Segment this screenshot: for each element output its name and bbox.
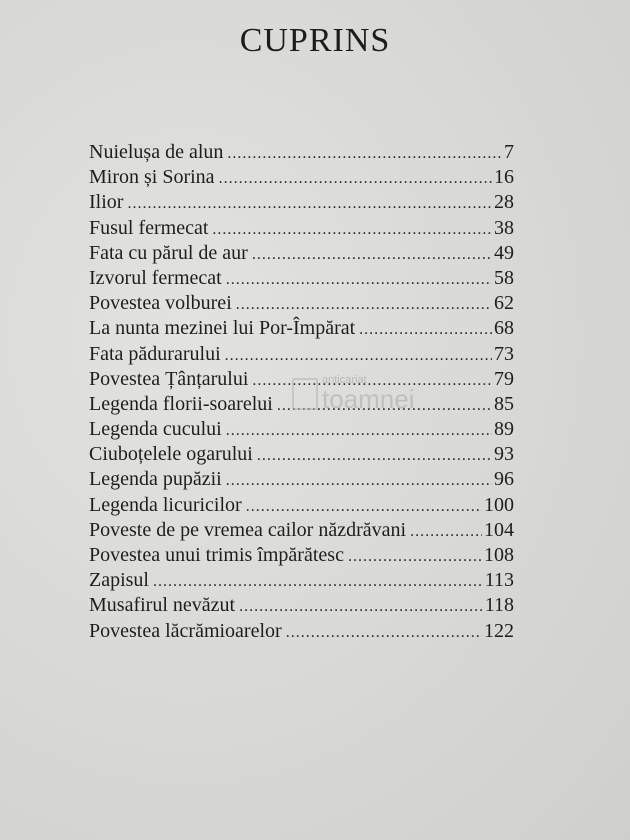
toc-entry-page: 89	[494, 418, 514, 441]
toc-entry-page: 122	[484, 619, 514, 642]
toc-entry-title: Legenda licuricilor	[89, 493, 242, 516]
toc-entry	[89, 518, 514, 543]
toc-entry	[89, 442, 514, 467]
toc-leader-dots	[236, 292, 492, 317]
toc-entry-page: 7	[504, 141, 514, 163]
toc-leader-dots	[127, 191, 492, 216]
watermark	[292, 372, 442, 424]
toc-entry-page: 73	[494, 342, 514, 365]
toc-entry	[89, 568, 514, 593]
toc-entry-page: 100	[484, 493, 514, 516]
toc-entry-title: Povestea volburei	[89, 292, 232, 315]
toc-entry	[89, 140, 514, 165]
toc-entry	[89, 266, 514, 291]
toc-entry-page: 113	[484, 569, 514, 592]
toc-leader-dots	[225, 343, 492, 368]
toc-entry-title: Povestea Țânțarului	[89, 367, 249, 390]
toc-entry	[89, 543, 514, 568]
watermark-big-text: toamnei	[322, 384, 415, 414]
toc-leader-dots	[286, 620, 482, 645]
toc-leader-dots	[219, 166, 492, 191]
toc-entry-title: Povestea unui trimis împărătesc	[89, 544, 344, 566]
toc-entry-title: La nunta mezinei lui Por-Împărat	[89, 317, 356, 340]
toc-leader-dots	[348, 544, 482, 569]
toc-entry	[89, 291, 514, 316]
toc-entry	[89, 593, 514, 618]
toc-entry-title: Legenda florii-soarelui	[89, 392, 273, 415]
toc-entry	[89, 190, 514, 215]
toc-leader-dots	[227, 141, 502, 166]
toc-leader-dots	[246, 494, 482, 519]
toc-leader-dots	[252, 242, 492, 267]
toc-entry-title: Izvorul fermecat	[89, 266, 222, 289]
toc-leader-dots	[359, 317, 492, 342]
toc-entry	[89, 342, 514, 367]
toc-entry	[89, 619, 514, 644]
toc-entry-title: Povestea lăcrămioarelor	[89, 619, 282, 642]
toc-entry-title: Fata pădurarului	[89, 342, 221, 365]
toc-entry-page: 118	[484, 594, 514, 617]
toc-entry-title: Nuielușa de alun	[89, 141, 224, 163]
toc-entry-page: 28	[494, 191, 514, 214]
toc-leader-dots	[257, 443, 492, 468]
toc-entry-page: 62	[494, 292, 514, 315]
toc-entry-page: 68	[494, 317, 514, 340]
toc-entry-page: 96	[494, 468, 514, 491]
toc-entry-page: 79	[494, 367, 514, 390]
toc-entry	[89, 467, 514, 492]
toc-entry	[89, 493, 514, 518]
toc-leader-dots	[410, 519, 482, 544]
toc-entry-title: Zapisul	[89, 569, 149, 592]
toc-entry	[89, 165, 514, 190]
page-title: CUPRINS	[239, 22, 391, 59]
toc-leader-dots	[153, 569, 483, 594]
toc-entry-page: 38	[494, 216, 514, 239]
toc-entry-title: Fata cu părul de aur	[89, 241, 248, 264]
toc-entry-title: Ilior	[89, 191, 124, 214]
toc-leader-dots	[226, 267, 492, 292]
toc-entry-title: Legenda pupăzii	[89, 468, 222, 491]
toc-leader-dots	[239, 594, 483, 619]
toc-entry-title: Legenda cucului	[89, 418, 222, 441]
toc-entry-page: 93	[494, 443, 514, 466]
toc-entry	[89, 241, 514, 266]
toc-entry-title: Poveste de pe vremea cailor năzdrăvani	[89, 518, 407, 541]
toc-entry-page: 16	[494, 166, 514, 189]
toc-leader-dots	[226, 468, 492, 493]
toc-entry-title: Fusul fermecat	[89, 216, 209, 239]
toc-entry-page: 104	[484, 518, 514, 541]
book-icon	[292, 378, 318, 410]
toc-entry	[89, 316, 514, 341]
toc-entry-page: 108	[484, 544, 514, 566]
toc-entry	[89, 216, 514, 241]
toc-leader-dots	[212, 217, 492, 242]
toc-entry-title: Miron și Sorina	[89, 166, 215, 189]
watermark-small-text: anticariat	[322, 374, 367, 386]
toc-entry-page: 58	[494, 266, 514, 289]
toc-entry-page: 49	[494, 241, 514, 264]
toc-entry-title: Musafirul nevăzut	[89, 594, 236, 617]
toc-entry-title: Ciuboțelele ogarului	[89, 443, 253, 466]
toc-entry-page: 85	[494, 392, 514, 415]
